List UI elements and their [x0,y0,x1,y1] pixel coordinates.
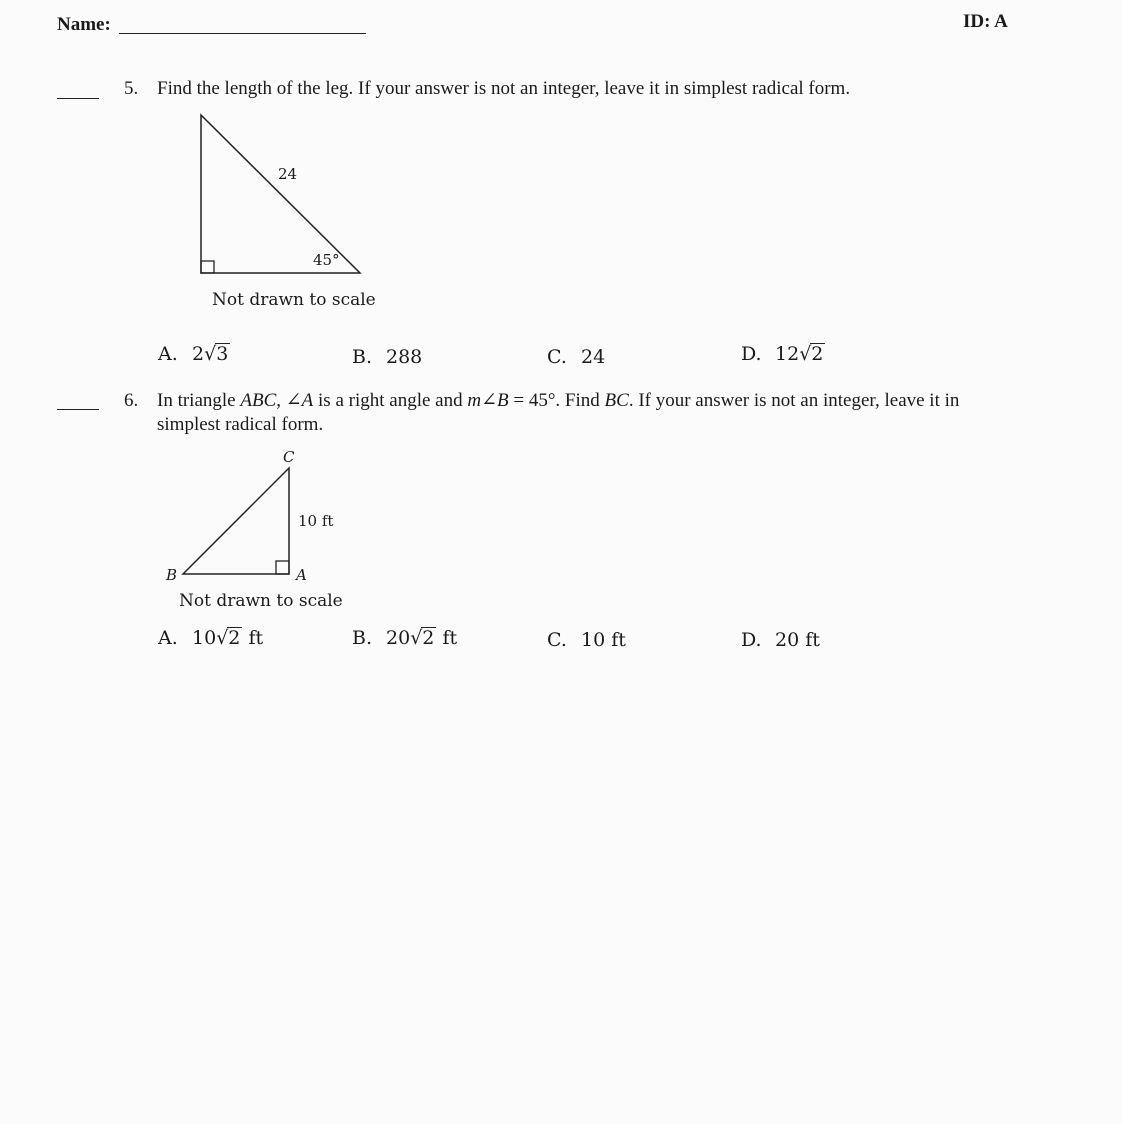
q6-text-segment-bc: BC [604,390,629,411]
name-label: Name: [57,14,111,35]
q6-answer-blank[interactable] [57,409,99,410]
choice-value: 24 [581,346,606,368]
choice-letter: D. [741,629,762,651]
choice-radicand: 2 [422,627,435,649]
q6-vertex-a: A [296,566,307,584]
choice-radicand: 3 [216,343,229,365]
choice-coef: 12 [775,343,800,365]
choice-radicand: 2 [228,627,241,649]
choice-value: 10 ft [581,629,626,651]
q6-text-measure-b: m∠B [467,390,509,411]
q6-text [157,389,1027,437]
q6-caption: Not drawn to scale [179,591,343,611]
q6-text-triangle: ABC [240,390,277,411]
choice-letter: C. [547,346,567,368]
q6-choice-a[interactable] [158,627,263,649]
choice-letter: B. [352,346,373,368]
q6-text-part: In triangle [157,390,241,411]
sqrt-radical: √ 2 [410,627,435,649]
choice-value: 20 ft [775,629,820,651]
choice-value: 288 [386,346,423,368]
q5-right-angle-mark [201,261,214,273]
sqrt-radical: √ 2 [799,343,824,365]
q6-choice-d[interactable] [741,629,820,651]
sqrt-radical: √ 2 [216,627,241,649]
q6-text-angle-a: ∠A [285,390,314,411]
choice-unit: ft [248,627,264,649]
choice-letter: A. [158,627,178,649]
choice-letter: B. [352,627,373,649]
q5-triangle [201,115,360,273]
q6-side-label: 10 ft [298,512,334,530]
q5-angle-label: 45° [313,251,340,269]
q6-text-part: is a right angle and [313,390,468,411]
q6-vertex-b: B [166,566,178,584]
sqrt-radical: √ 3 [204,343,229,365]
choice-coef: 20 [386,627,411,649]
q5-choice-a[interactable] [158,343,230,365]
q6-number: 6. [124,390,139,411]
id-label: ID: A [963,11,1008,32]
q5-number: 5. [124,78,139,99]
q5-choice-d[interactable] [741,343,825,365]
q6-text-part: , [276,390,286,411]
name-input-line[interactable] [119,33,366,34]
q5-choice-c[interactable] [547,346,605,368]
q5-hypotenuse-label: 24 [278,165,298,183]
choice-letter: C. [547,629,567,651]
q5-choice-b[interactable] [352,346,422,368]
choice-letter: D. [741,343,762,365]
q6-choice-c[interactable] [547,629,626,651]
q6-text-part: = 45°. Find [508,390,605,411]
q6-choice-b[interactable] [352,627,457,649]
q5-caption: Not drawn to scale [212,290,376,310]
q6-text-line2: simplest radical form. [157,414,324,435]
choice-letter: A. [158,343,178,365]
choice-radicand: 2 [811,343,824,365]
q6-triangle [183,468,289,574]
choice-coef: 10 [192,627,217,649]
choice-unit: ft [442,627,458,649]
q6-triangle-figure [0,0,1,1]
choice-coef: 2 [192,343,205,365]
q5-text: Find the length of the leg. If your answer is not an integer, leave it in simplest radical form. [157,78,851,99]
q5-answer-blank[interactable] [57,98,99,99]
q6-right-angle-mark [276,561,289,574]
q6-text-part: . If your answer is not an integer, leave it in [628,390,960,411]
q6-vertex-c: C [283,448,295,466]
